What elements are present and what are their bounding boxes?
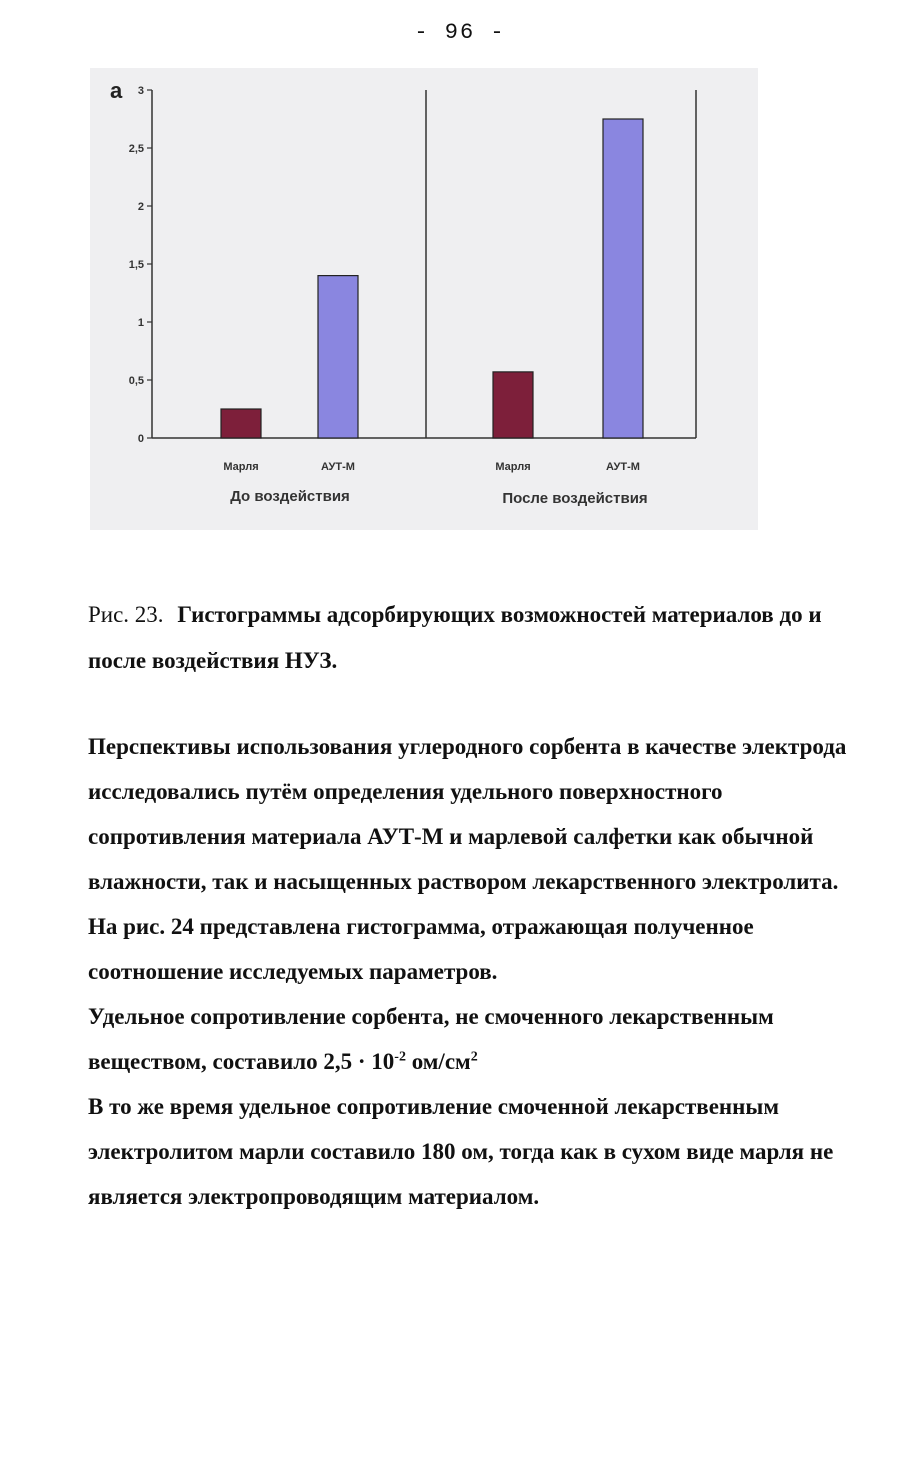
y-tick-label: 2 (137, 201, 144, 213)
paragraph-3: Удельное сопротивление сорбента, не смоченного лекарственным веществом, составило $2,5 \cdot 10^{-2}$ $ом/см^2$ (88, 1004, 774, 1074)
caption-number: Рис. 23. (88, 602, 164, 627)
y-tick-label: 2,5 (128, 143, 144, 155)
y-tick-label: 1,5 (128, 259, 144, 271)
page-number: - 96 - (414, 20, 506, 45)
y-tick-label: 1 (137, 317, 144, 329)
y-tick-label: 0,5 (128, 375, 144, 387)
x-tick-label: Марля (495, 461, 531, 473)
paragraph-4: В то же время удельное сопротивление смоченной лекарственным электролитом марли составило 180 ом, тогда как в сухом виде марля не является электропроводящим материалом. (88, 1094, 834, 1209)
figure-caption (88, 592, 864, 684)
caption-text: Гистограммы адсорбирующих возможностей материалов до и после воздействия НУЗ. (88, 602, 822, 673)
x-tick-label: АУТ-М (321, 461, 355, 473)
bar (221, 409, 261, 438)
y-tick-label: 3 (137, 85, 144, 97)
group-label: После воздействия (502, 490, 648, 507)
bar (493, 372, 533, 438)
x-tick-label: Марля (223, 461, 259, 473)
bar (318, 276, 358, 438)
paragraph-2: На рис. 24 представлена гистограмма, отражающая полученное соотношение исследуемых параметров. (88, 914, 754, 984)
paragraph-1: Перспективы использования углеродного сорбента в качестве электрода исследовались путём определения удельного поверхностного сопротивления материала АУТ-М и марлевой салфетки как обычной влажности, так и насыщенных раствором лекарственного электролита. (88, 734, 847, 894)
figure-histogram (90, 68, 758, 530)
x-tick-label: АУТ-М (606, 461, 640, 473)
group-label: До воздействия (230, 488, 350, 505)
figure-letter: a (110, 78, 123, 103)
y-tick-label: 0 (137, 433, 144, 445)
body-text (88, 724, 864, 1219)
bar-chart (90, 68, 758, 530)
bar (603, 119, 643, 438)
